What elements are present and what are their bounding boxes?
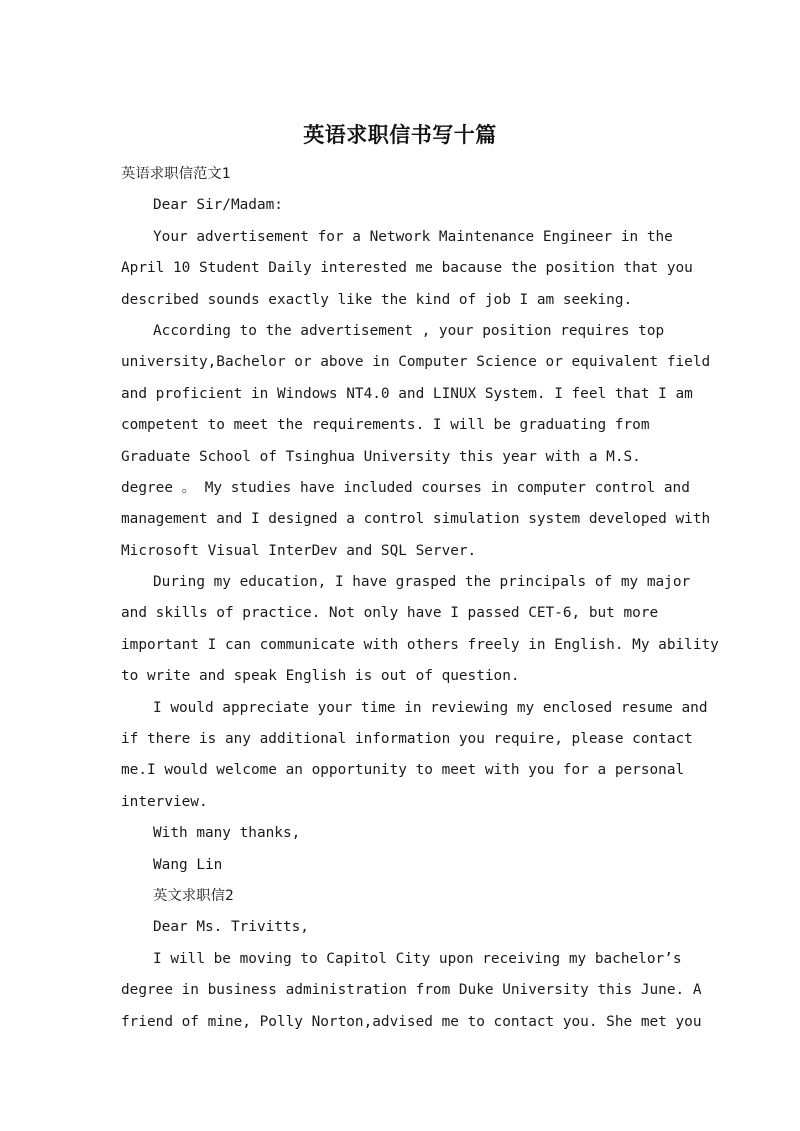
- paragraph-line: and skills of practice. Not only have I passed CET-6, but more: [121, 605, 659, 622]
- document-body: [121, 159, 719, 1038]
- paragraph-line: degree 。 My studies have included courses in computer control and: [121, 479, 690, 496]
- paragraph-line: if there is any additional information you require, please contact: [121, 731, 693, 748]
- salutation: Dear Ms. Trivitts,: [153, 919, 309, 936]
- closing: With many thanks,: [153, 825, 301, 842]
- paragraph-line: According to the advertisement , your position requires top: [153, 322, 665, 339]
- document-title: 英语求职信书写十篇: [303, 123, 497, 147]
- paragraph-line: important I can communicate with others freely in English. My ability: [121, 636, 719, 653]
- section-heading: 英语求职信范文1: [121, 166, 231, 182]
- paragraph-line: management and I designed a control simulation system developed with: [121, 511, 711, 528]
- paragraph-line: During my education, I have grasped the principals of my major: [153, 574, 691, 591]
- paragraph-line: competent to meet the requirements. I will be graduating from: [121, 417, 650, 434]
- section-heading: 英文求职信2: [153, 887, 234, 904]
- paragraph-line: and proficient in Windows NT4.0 and LINUX System. I feel that I am: [121, 385, 693, 402]
- paragraph-line: I would appreciate your time in reviewing my enclosed resume and: [153, 699, 708, 716]
- paragraph-line: to write and speak English is out of question.: [121, 668, 520, 685]
- paragraph-line: described sounds exactly like the kind of job I am seeking.: [121, 291, 633, 308]
- paragraph-line: degree in business administration from Duke University this June. A: [121, 982, 702, 999]
- paragraph-line: me.I would welcome an opportunity to meet with you for a personal: [121, 762, 685, 779]
- salutation: Dear Sir/Madam:: [153, 197, 283, 214]
- paragraph-line: interview.: [121, 793, 208, 810]
- paragraph-line: Microsoft Visual InterDev and SQL Server.: [121, 542, 477, 559]
- paragraph-line: April 10 Student Daily interested me bacause the position that you: [121, 260, 693, 277]
- paragraph-line: friend of mine, Polly Norton,advised me to contact you. She met you: [121, 1013, 702, 1030]
- paragraph-line: Graduate School of Tsinghua University this year with a M.S.: [121, 448, 641, 465]
- paragraph-line: university,Bachelor or above in Computer Science or equivalent field: [121, 354, 711, 371]
- signature-name: Wang Lin: [153, 856, 223, 873]
- paragraph-line: Your advertisement for a Network Maintenance Engineer in the: [153, 228, 673, 245]
- paragraph-line: I will be moving to Capitol City upon receiving my bachelor’s: [153, 950, 682, 967]
